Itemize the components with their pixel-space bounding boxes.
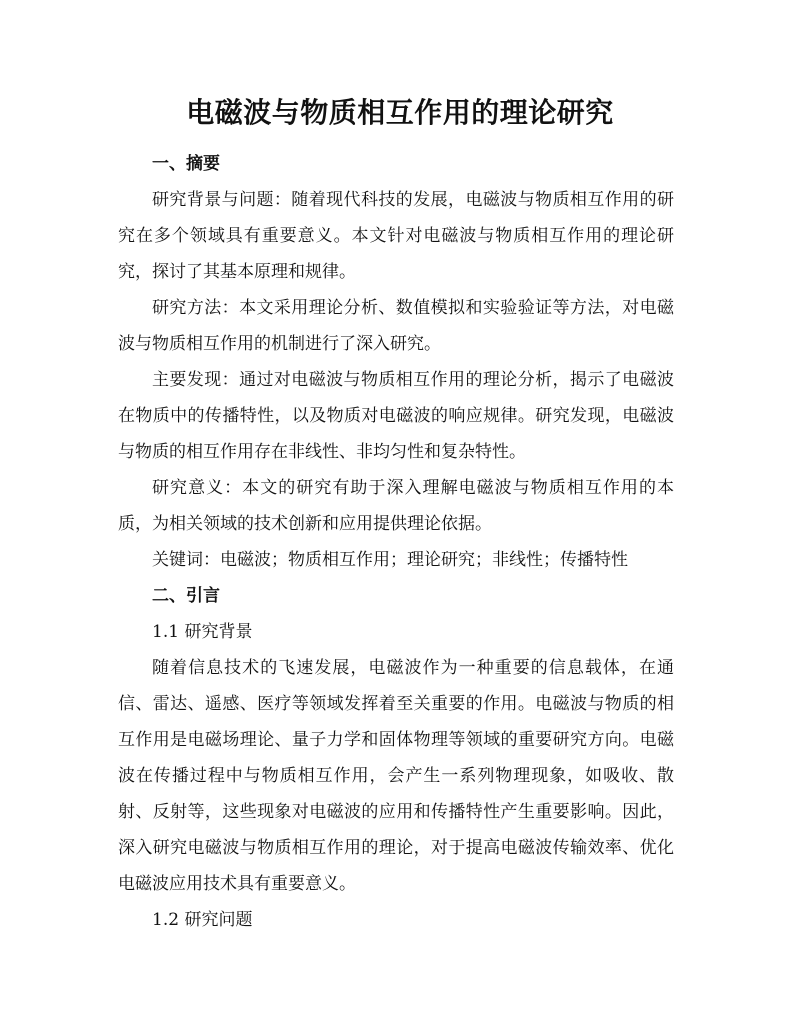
abstract-heading: 一、摘要 — [152, 154, 220, 174]
document-title: 电磁波与物质相互作用的理论研究 — [186, 96, 614, 129]
abstract-findings-paragraph: 主要发现：通过对电磁波与物质相互作用的理论分析，揭示了电磁波在物质中的传播特性，以及物质对电磁波的响应规律。研究发现，电磁波与物质的相互作用存在非线性、非均匀性和复杂特性。 — [118, 370, 674, 462]
abstract-background-paragraph: 研究背景与问题：随着现代科技的发展，电磁波与物质相互作用的研究在多个领域具有重要意义。本文针对电磁波与物质相互作用的理论研究，探讨了其基本原理和规律。 — [118, 190, 674, 282]
section-1-1-paragraph: 随着信息技术的飞速发展，电磁波作为一种重要的信息载体，在通信、雷达、遥感、医疗等领域发挥着至关重要的作用。电磁波与物质的相互作用是电磁场理论、量子力学和固体物理等领域的重要研究方向。电磁波在传播过程中与物质相互作用，会产生一系列物理现象，如吸收、散射、反射等，这些现象对电磁波的应用和传播特性产生重要影响。因此，深入研究电磁波与物质相互作用的理论，对于提高电磁波传输效率、优化电磁波应用技术具有重要意义。 — [118, 658, 674, 894]
introduction-heading: 二、引言 — [152, 586, 220, 606]
abstract-methods-paragraph: 研究方法：本文采用理论分析、数值模拟和实验验证等方法，对电磁波与物质相互作用的机制进行了深入研究。 — [118, 298, 674, 354]
section-1-1-heading: 1.1 研究背景 — [152, 622, 253, 642]
abstract-significance-paragraph: 研究意义：本文的研究有助于深入理解电磁波与物质相互作用的本质，为相关领域的技术创新和应用提供理论依据。 — [118, 478, 674, 534]
section-1-2-heading: 1.2 研究问题 — [152, 910, 253, 930]
keywords-line: 关键词：电磁波；物质相互作用；理论研究；非线性；传播特性 — [152, 550, 628, 570]
document-body — [118, 146, 674, 938]
